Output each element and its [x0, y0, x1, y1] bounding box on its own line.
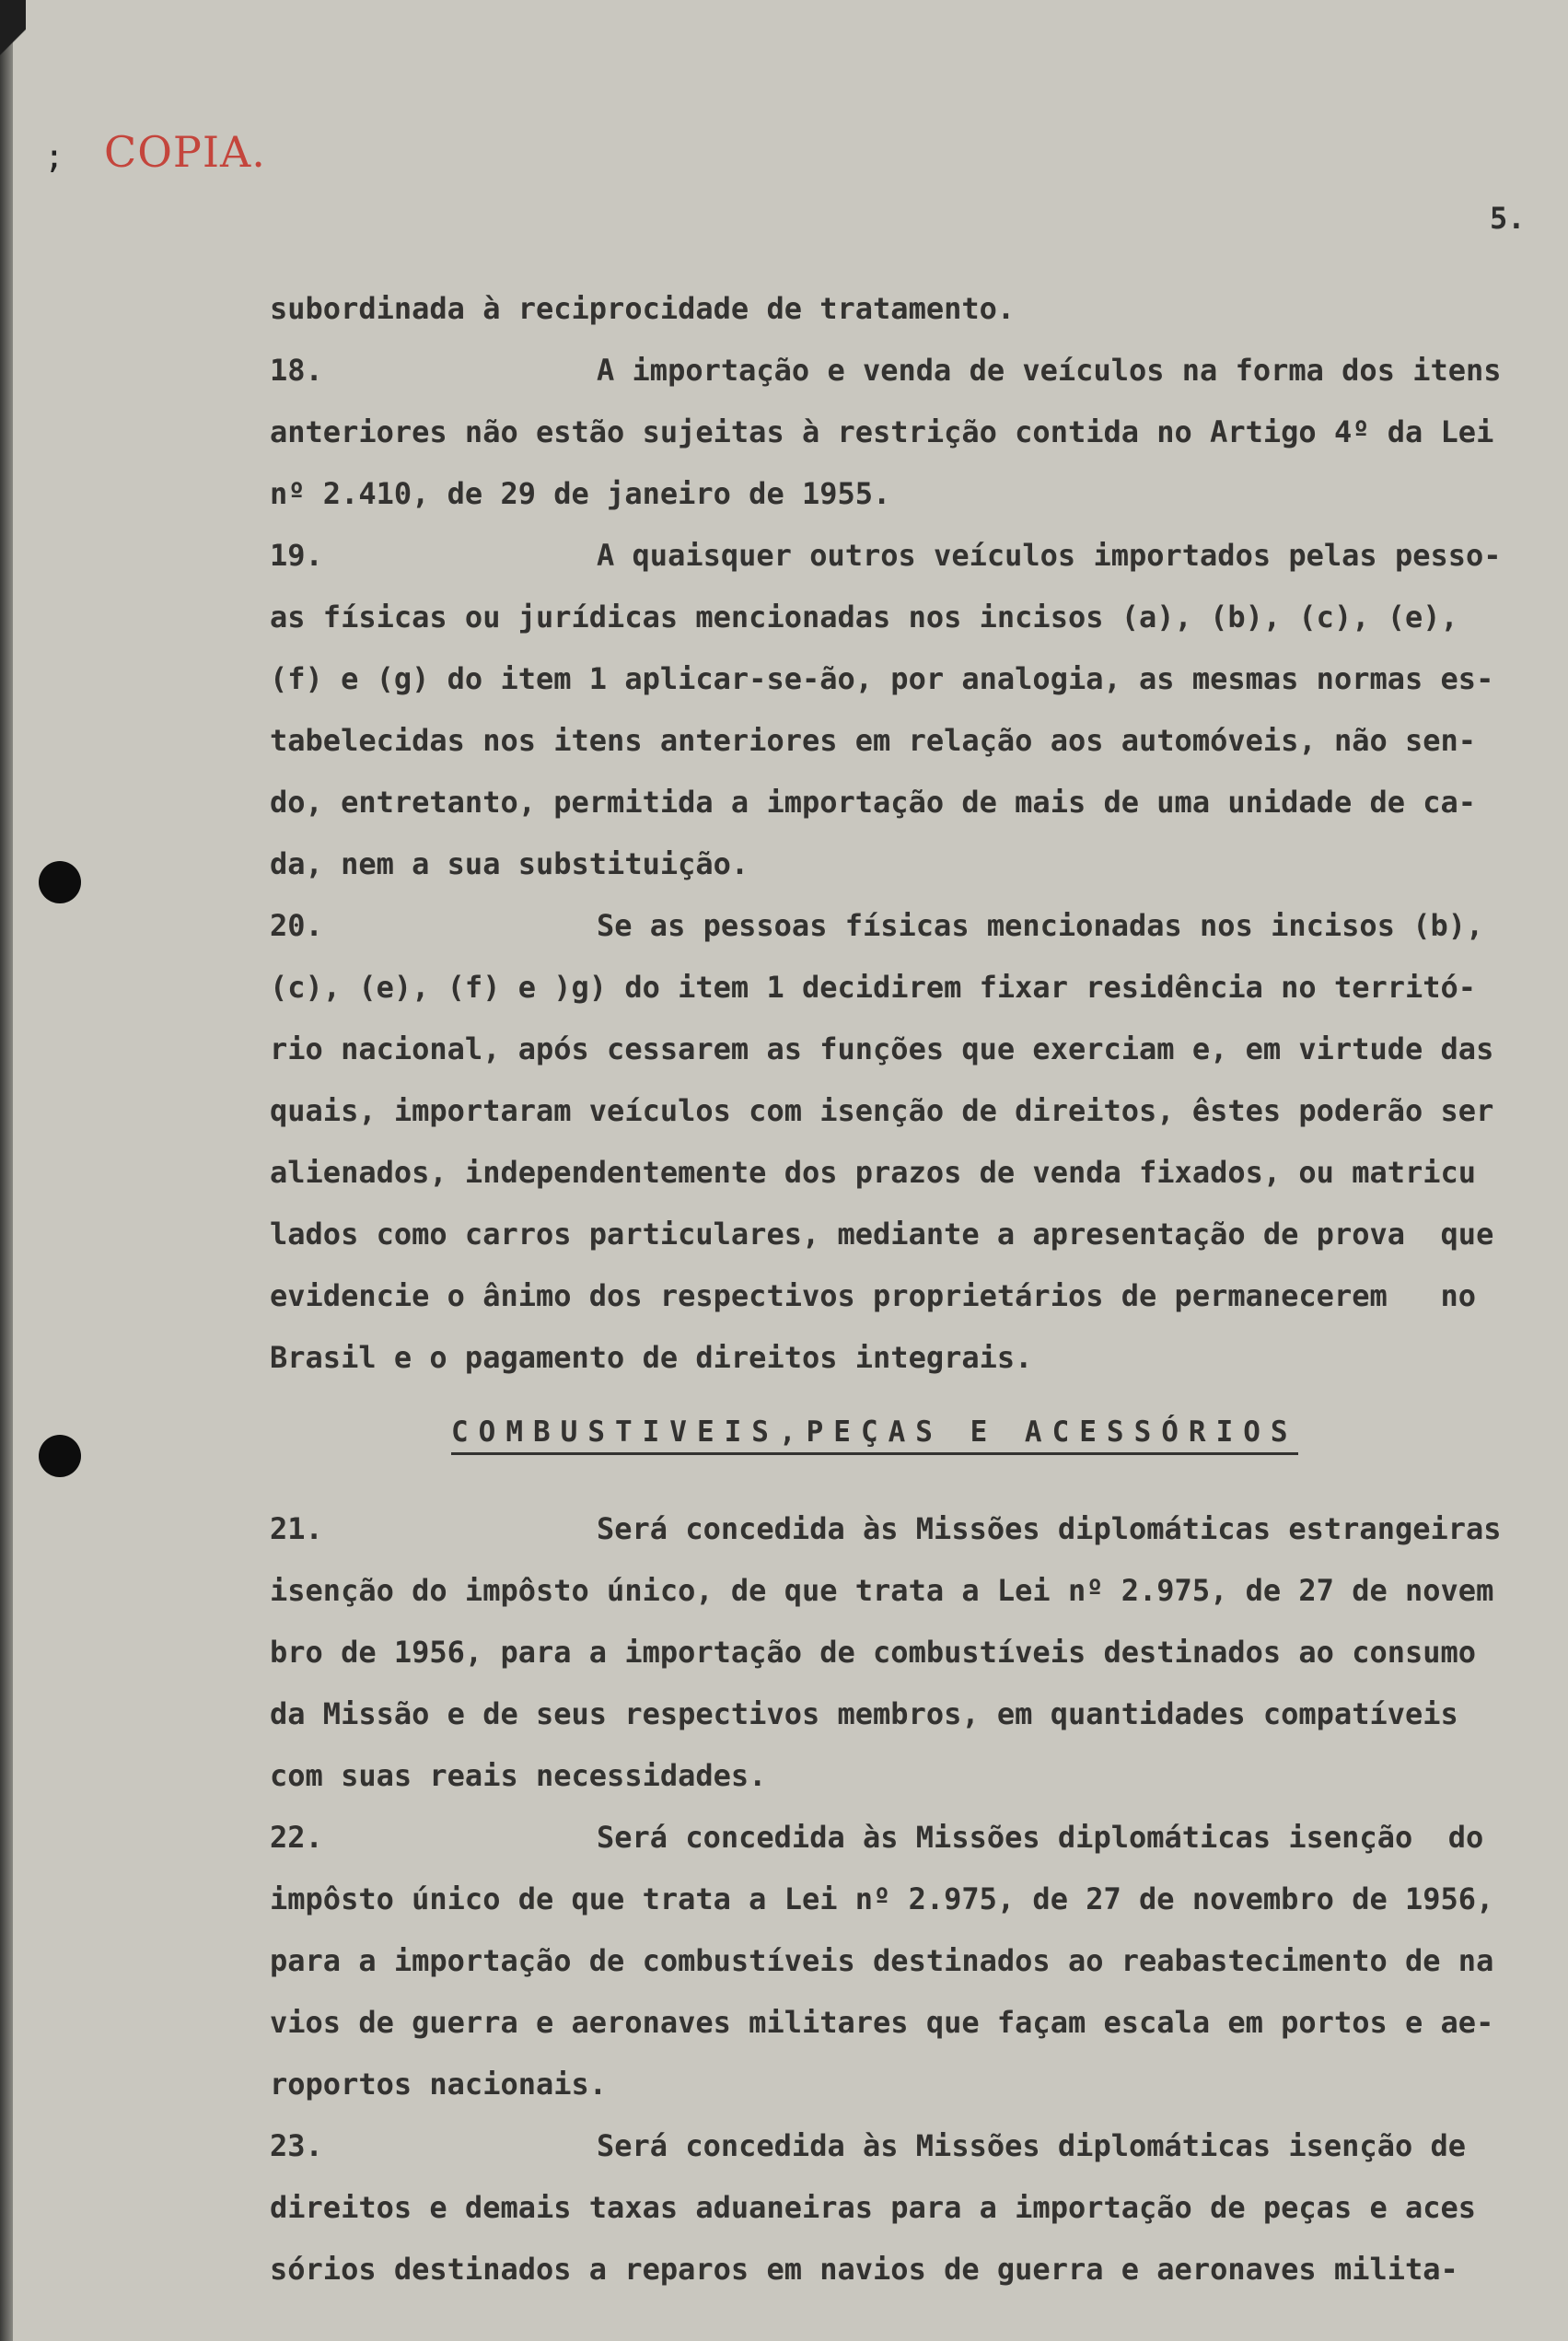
- text-line: evidencie o ânimo dos respectivos proprietários de permanecerem no: [270, 1278, 1477, 1313]
- text-line: nº 2.410, de 29 de janeiro de 1955.: [270, 476, 891, 511]
- text-line: (c), (e), (f) e )g) do item 1 decidirem fixar residência no territó-: [270, 970, 1477, 1005]
- copia-stamp: COPIA.: [104, 127, 266, 177]
- page-number: 5.: [1490, 201, 1526, 236]
- text-line: (f) e (g) do item 1 aplicar-se-ão, por analogia, as mesmas normas es-: [270, 661, 1494, 696]
- item-number: 20.: [270, 908, 323, 943]
- item-first-line: A importação e venda de veículos na forma dos itens: [597, 353, 1502, 388]
- text-line: tabelecidas nos itens anteriores em relação aos automóveis, não sen-: [270, 723, 1477, 758]
- item-first-line: Será concedida às Missões diplomáticas isenção de: [597, 2128, 1467, 2163]
- text-line: anteriores não estão sujeitas à restrição contida no Artigo 4º da Lei: [270, 414, 1494, 449]
- text-line: para a importação de combustíveis destinados ao reabastecimento de na: [270, 1943, 1494, 1978]
- text-line: da, nem a sua substituição.: [270, 846, 749, 881]
- text-line: quais, importaram veículos com isenção de direitos, êstes poderão ser: [270, 1093, 1494, 1128]
- item-number: 22.: [270, 1820, 323, 1855]
- text-line: sórios destinados a reparos em navios de guerra e aeronaves milita-: [270, 2252, 1458, 2287]
- item-first-line: Se as pessoas físicas mencionadas nos incisos (b),: [597, 908, 1484, 943]
- section-heading: COMBUSTIVEIS,PEÇAS E ACESSÓRIOS: [451, 1414, 1298, 1455]
- item-number: 21.: [270, 1511, 323, 1546]
- margin-mark: ;: [44, 138, 64, 176]
- text-line: direitos e demais taxas aduaneiras para a importação de peças e aces: [270, 2190, 1477, 2225]
- item-first-line: A quaisquer outros veículos importados pelas pesso-: [597, 538, 1502, 573]
- page-left-edge: [0, 0, 13, 2341]
- text-line: isenção do impôsto único, de que trata a Lei nº 2.975, de 27 de novem: [270, 1573, 1494, 1608]
- text-line: Brasil e o pagamento de direitos integrais.: [270, 1340, 1033, 1375]
- text-line: roportos nacionais.: [270, 2067, 608, 2102]
- text-line: bro de 1956, para a importação de combustíveis destinados ao consumo: [270, 1635, 1477, 1670]
- text-line: rio nacional, após cessarem as funções que exerciam e, em virtude das: [270, 1031, 1494, 1066]
- punch-hole: [39, 861, 81, 903]
- text-line: lados como carros particulares, mediante a apresentação de prova que: [270, 1217, 1494, 1252]
- text-line: alienados, independentemente dos prazos de venda fixados, ou matricu: [270, 1155, 1477, 1190]
- punch-hole: [39, 1435, 81, 1477]
- item-number: 19.: [270, 538, 323, 573]
- item-number: 23.: [270, 2128, 323, 2163]
- text-line: as físicas ou jurídicas mencionadas nos incisos (a), (b), (c), (e),: [270, 600, 1458, 635]
- text-line: vios de guerra e aeronaves militares que façam escala em portos e ae-: [270, 2005, 1494, 2040]
- text-line: do, entretanto, permitida a importação de mais de uma unidade de ca-: [270, 785, 1477, 820]
- text-line: com suas reais necessidades.: [270, 1758, 767, 1793]
- item-first-line: Será concedida às Missões diplomáticas estrangeiras: [597, 1511, 1502, 1546]
- item-first-line: Será concedida às Missões diplomáticas isenção do: [597, 1820, 1484, 1855]
- text-line: impôsto único de que trata a Lei nº 2.975, de 27 de novembro de 1956,: [270, 1881, 1494, 1916]
- item-number: 18.: [270, 353, 323, 388]
- text-line: da Missão e de seus respectivos membros, em quantidades compatíveis: [270, 1696, 1458, 1731]
- page-corner-shadow: [0, 0, 26, 111]
- text-line: subordinada à reciprocidade de tratamento.: [270, 291, 1016, 326]
